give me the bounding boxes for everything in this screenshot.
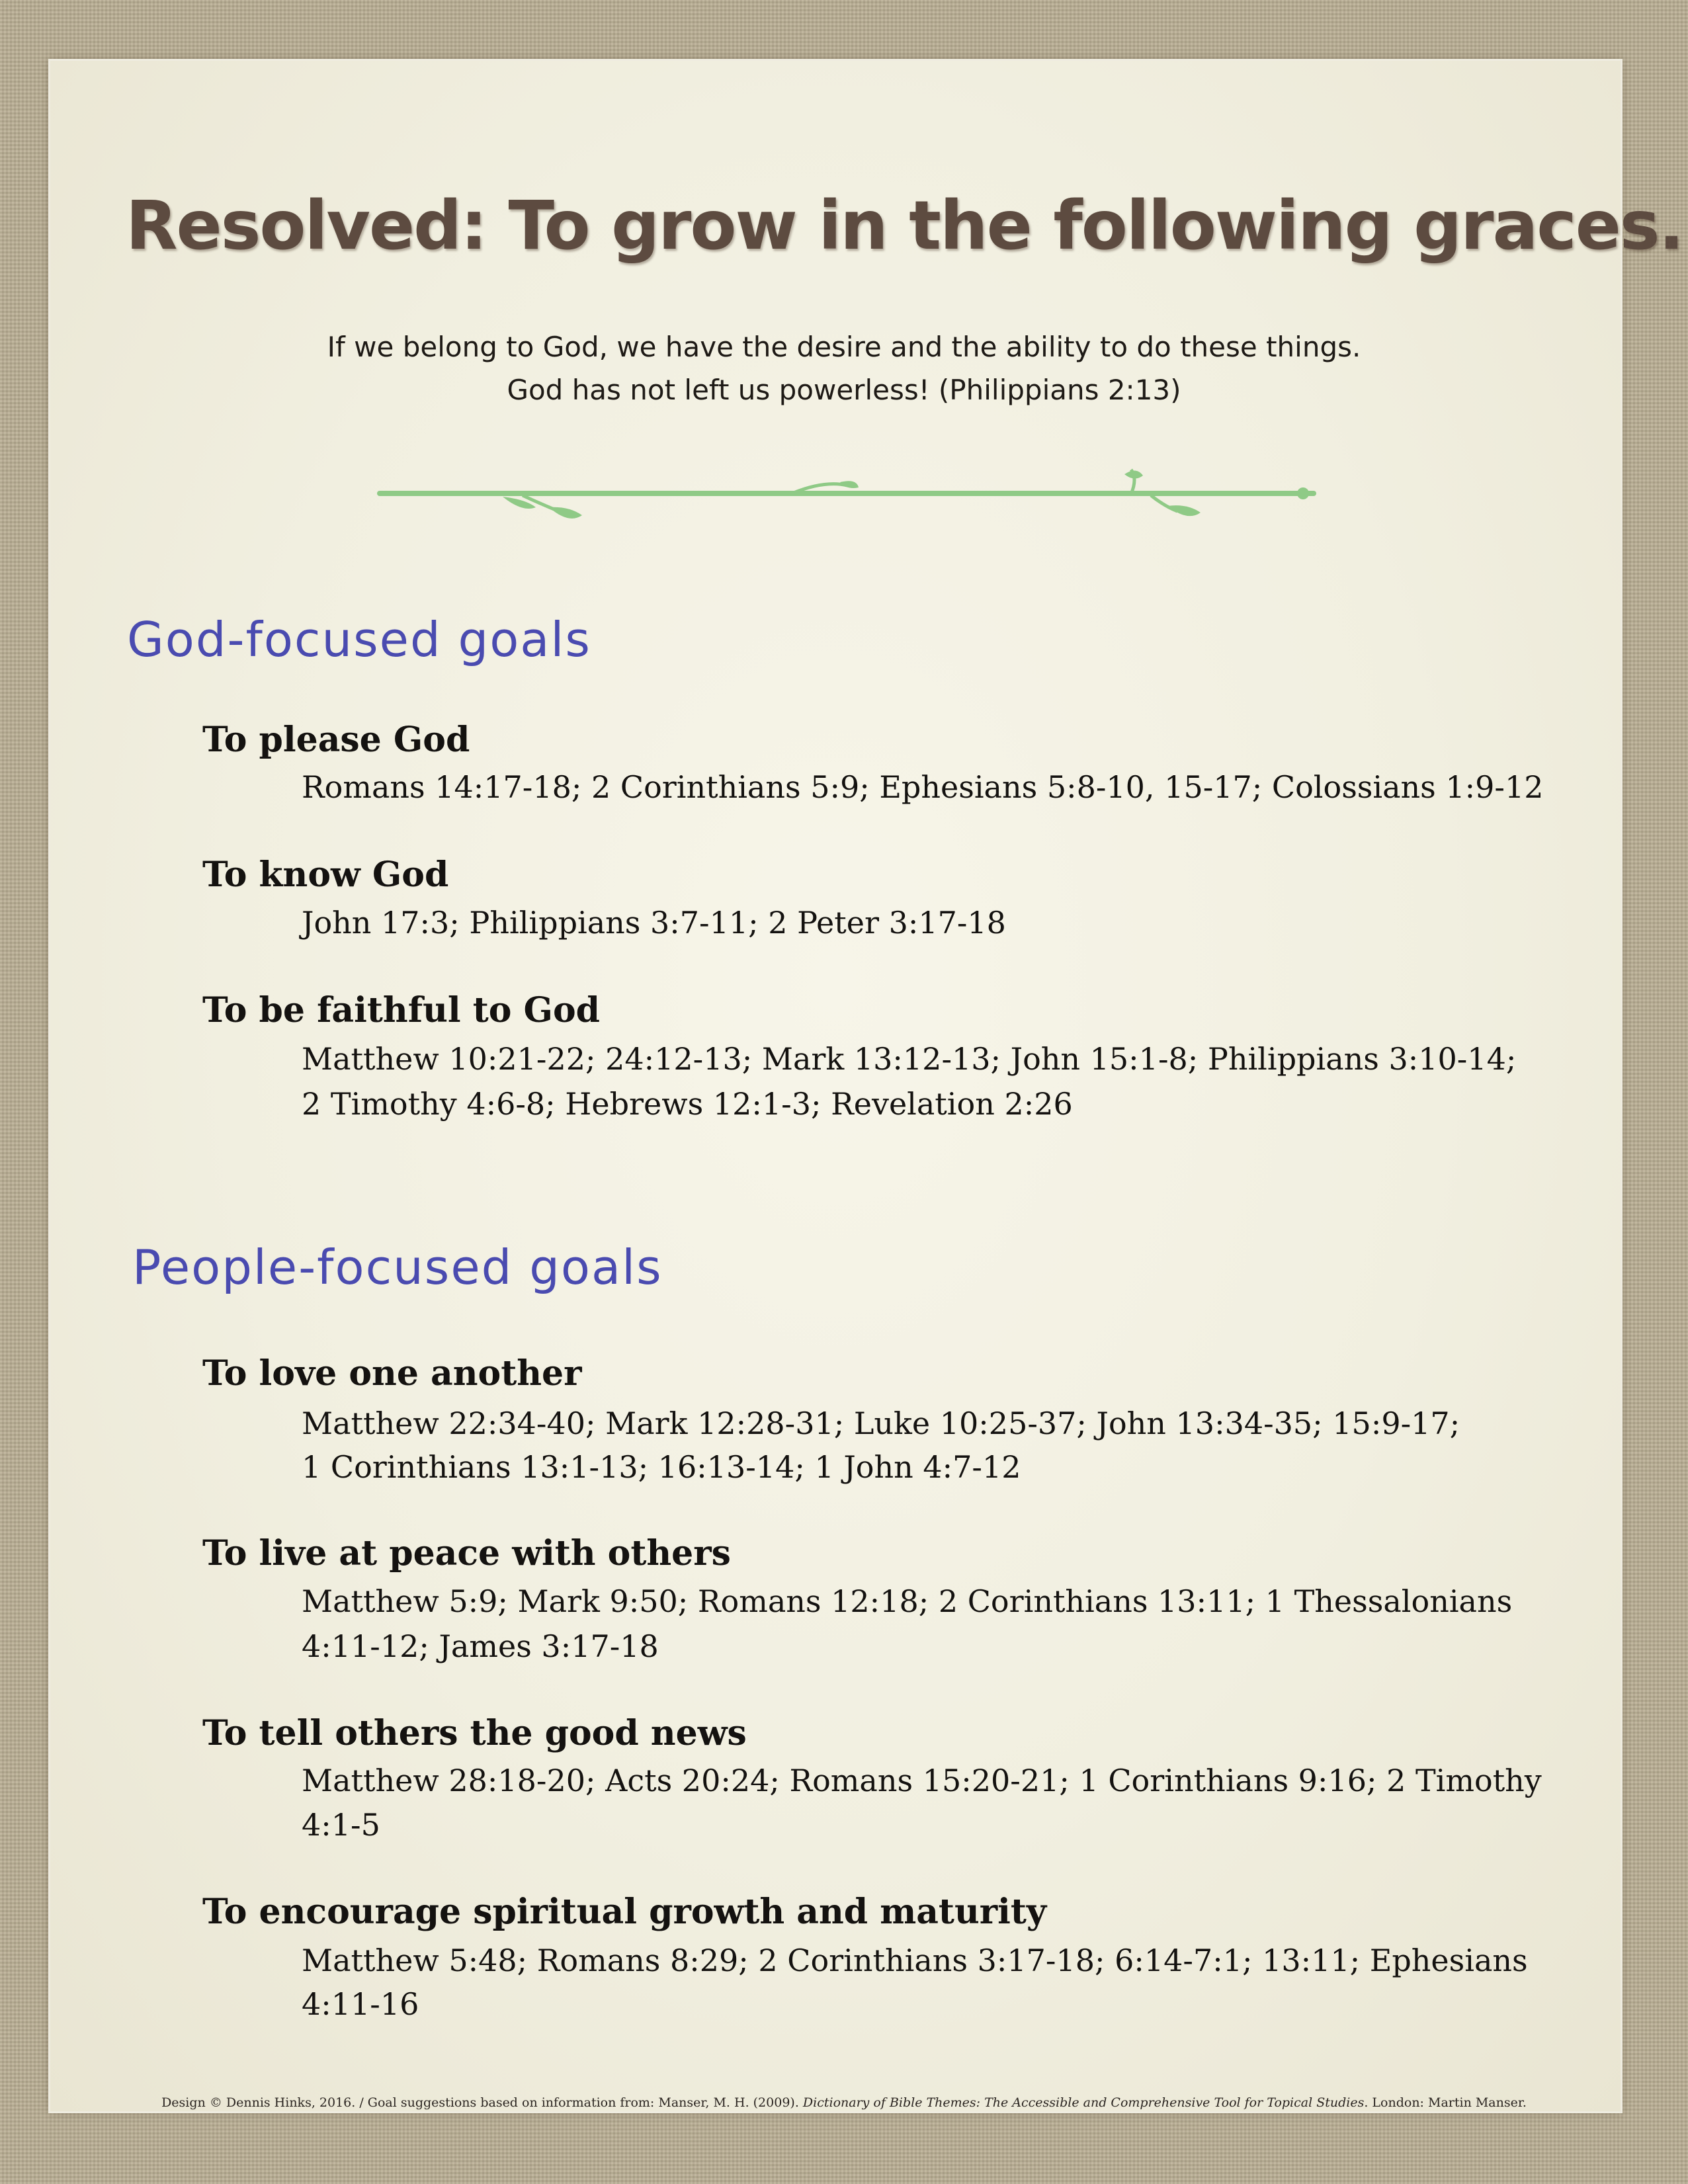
section-heading-god-focused: God-focused goals <box>127 612 591 667</box>
footer-credit-text: Design © Dennis Hinks, 2016. / Goal suggestions based on information from: Manser, M. H. (2009). <box>161 2095 803 2110</box>
goal-references: 4:11-16 <box>302 1986 419 2022</box>
goal-title: To encourage spiritual growth and maturity <box>202 1892 1047 1932</box>
goal-references: 4:11-12; James 3:17-18 <box>302 1628 659 1664</box>
footer-credit <box>0 2095 1688 2110</box>
vine-divider <box>370 466 1323 539</box>
goal-references: Matthew 5:48; Romans 8:29; 2 Corinthians 3:17-18; 6:14-7:1; 13:11; Ephesians <box>302 1943 1528 1978</box>
page-title: Resolved: To grow in the following graces. <box>126 187 1683 265</box>
subtitle-line-2: God has not left us powerless! (Philippians 2:13) <box>507 374 1181 406</box>
goal-references: Matthew 28:18-20; Acts 20:24; Romans 15:20-21; 1 Corinthians 9:16; 2 Timothy <box>302 1763 1542 1798</box>
goal-references: 1 Corinthians 13:1-13; 16:13-14; 1 John 4:7-12 <box>302 1449 1021 1485</box>
footer-publisher: . London: Martin Manser. <box>1364 2095 1527 2110</box>
goal-title: To live at peace with others <box>202 1533 731 1574</box>
goal-references: Romans 14:17-18; 2 Corinthians 5:9; Ephesians 5:8-10, 15-17; Colossians 1:9-12 <box>302 769 1544 805</box>
goal-title: To tell others the good news <box>202 1713 747 1753</box>
goal-references: Matthew 5:9; Mark 9:50; Romans 12:18; 2 Corinthians 13:11; 1 Thessalonians <box>302 1583 1513 1619</box>
goal-references: 4:1-5 <box>302 1807 380 1843</box>
footer-book-title: Dictionary of Bible Themes: The Accessible and Comprehensive Tool for Topical Studies <box>802 2095 1365 2110</box>
goal-title: To love one another <box>202 1353 582 1394</box>
goal-references: John 17:3; Philippians 3:7-11; 2 Peter 3:17-18 <box>302 905 1006 941</box>
goal-references: Matthew 10:21-22; 24:12-13; Mark 13:12-13; John 15:1-8; Philippians 3:10-14; <box>302 1041 1517 1077</box>
subtitle-line-1: If we belong to God, we have the desire and the ability to do these things. <box>327 331 1361 363</box>
goal-title: To be faithful to God <box>202 990 600 1030</box>
goal-title: To know God <box>202 855 449 895</box>
goal-title: To please God <box>202 720 470 760</box>
goal-references: Matthew 22:34-40; Mark 12:28-31; Luke 10:25-37; John 13:34-35; 15:9-17; <box>302 1406 1460 1441</box>
section-heading-people-focused: People-focused goals <box>132 1239 663 1295</box>
goal-references: 2 Timothy 4:6-8; Hebrews 12:1-3; Revelation 2:26 <box>302 1086 1073 1122</box>
